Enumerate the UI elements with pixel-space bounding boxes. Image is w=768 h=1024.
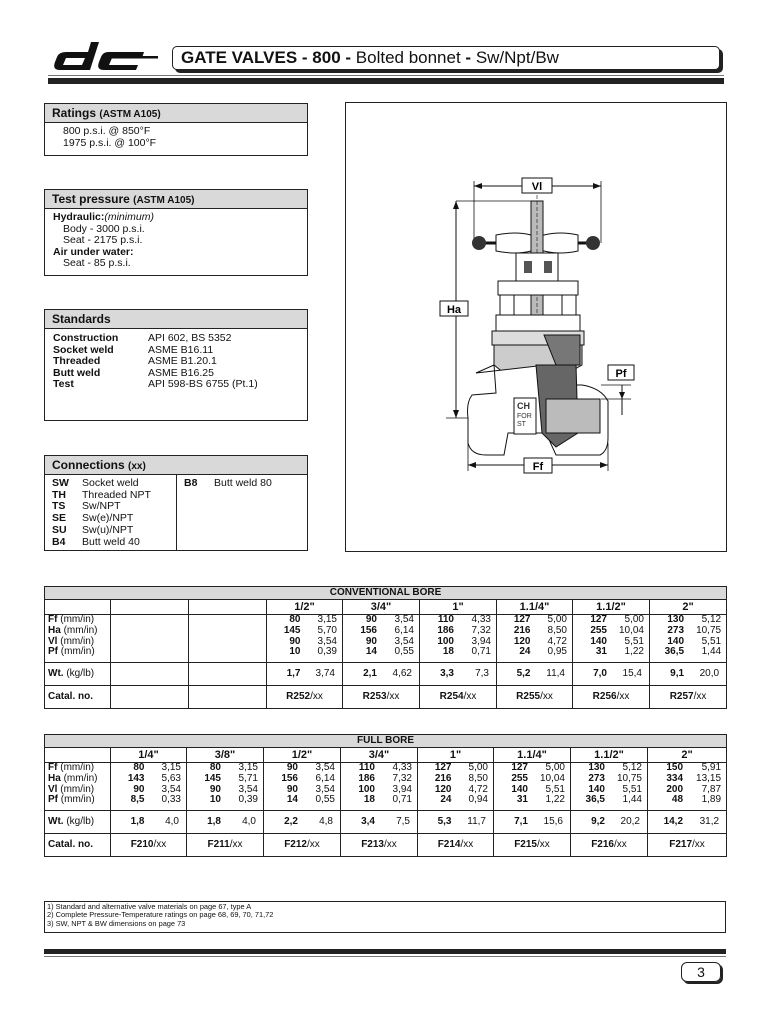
ratings-box xyxy=(44,103,308,156)
body-marking-text: FOR xyxy=(517,413,532,420)
weight-label: Wt. (kg/lb) xyxy=(45,811,111,834)
size-header: 2" xyxy=(648,748,727,763)
size-row xyxy=(45,748,727,763)
ratings-heading: Ratings (ASTM A105) xyxy=(45,104,307,123)
size-header: 2" xyxy=(650,600,727,615)
size-header: 3/4" xyxy=(343,600,420,615)
size-header: 1.1/2" xyxy=(571,748,648,763)
test-pressure-box xyxy=(44,189,308,276)
catalog-label: Catal. no. xyxy=(45,834,111,857)
rating-line: 800 p.s.i. @ 850°F xyxy=(63,125,151,137)
ha-label: Ha xyxy=(446,304,462,316)
body-pressure: Body - 3000 p.s.i. xyxy=(63,222,145,235)
size-header: 1/2" xyxy=(267,600,343,615)
size-header: 1.1/4" xyxy=(494,748,571,763)
size-header: 1/4" xyxy=(111,748,187,763)
connection-item: TS Sw/NPT xyxy=(52,500,121,513)
size-header: 1" xyxy=(418,748,494,763)
dimension-row xyxy=(45,615,727,663)
dim-cell: 80 3,15 145 5,71 90 3,54 10 0,39 xyxy=(187,763,264,811)
air-label: Air under water: xyxy=(53,245,134,258)
standard-row: Threaded ASME B1.20.1 xyxy=(53,355,217,367)
footer-rule xyxy=(44,949,726,954)
connections-heading: Connections (xx) xyxy=(45,456,307,475)
dim-cell: 127 5,00 255 10,04 140 5,51 31 1,22 xyxy=(573,615,650,663)
dimension-row xyxy=(45,763,727,811)
connection-item: SW Socket weld xyxy=(52,477,139,489)
seat-pressure: Seat - 2175 p.s.i. xyxy=(63,234,143,246)
page-title: GATE VALVES - 800 - Bolted bonnet - Sw/Npt/Bw xyxy=(181,48,559,67)
standards-box xyxy=(44,309,308,421)
size-header: 1.1/4" xyxy=(497,600,573,615)
size-header: 1" xyxy=(420,600,497,615)
table-caption: CONVENTIONAL BORE xyxy=(45,587,727,600)
connection-item: B4 Butt weld 40 xyxy=(52,535,140,548)
dim-cell: 80 3,15 143 5,63 90 3,54 8,5 0,33 xyxy=(111,763,187,811)
vl-label: Vl xyxy=(531,181,543,193)
standards-heading: Standards xyxy=(45,310,307,329)
standard-row: Socket weld ASME B16.11 xyxy=(53,343,214,356)
size-header: 3/8" xyxy=(187,748,264,763)
standard-row: Butt weld ASME B16.25 xyxy=(53,366,214,379)
dim-cell: 90 3,54 156 6,14 90 3,54 14 0,55 xyxy=(343,615,420,663)
dim-cell: 130 5,12 273 10,75 140 5,51 36,5 1,44 xyxy=(571,763,648,811)
header-rule xyxy=(48,78,724,84)
dim-cell: 90 3,54 156 6,14 90 3,54 14 0,55 xyxy=(264,763,341,811)
rating-line: 1975 p.s.i. @ 100°F xyxy=(63,136,157,149)
footnote: 1) Standard and alternative valve materials on page 67, type A xyxy=(47,902,252,911)
company-logo xyxy=(48,40,158,74)
weight-row: Wt. (kg/lb) 1,8 4,0 1,8 4,0 2,2 4,8 3,4 7,5 5,3 11,7 7,1 15,6 9,2 20,2 14,2 31,2 xyxy=(45,811,727,834)
connection-item: B8 Butt weld 80 xyxy=(184,477,272,489)
dim-cell: 110 4,33 186 7,32 100 3,94 18 0,71 xyxy=(341,763,418,811)
test-pressure-heading: Test pressure (ASTM A105) xyxy=(45,190,307,209)
page-number: 3 xyxy=(681,962,721,982)
standard-row: Test API 598-BS 6755 (Pt.1) xyxy=(53,378,258,390)
dim-cell: 80 3,15 145 5,70 90 3,54 10 0,39 xyxy=(267,615,343,663)
table-caption: FULL BORE xyxy=(45,735,727,748)
catalog-row: Catal. no. R252/xx R253/xx R254/xx R255/xx R256/xx R257/xx xyxy=(45,686,727,709)
connection-item: SE Sw(e)/NPT xyxy=(52,512,134,525)
footnote: 3) SW, NPT & BW dimensions on page 73 xyxy=(47,918,186,928)
standard-row: Construction API 602, BS 5352 xyxy=(53,332,232,344)
dim-cell: 110 4,33 186 7,32 100 3,94 18 0,71 xyxy=(420,615,497,663)
weight-row: Wt. (kg/lb) 1,7 3,74 2,1 4,62 3,3 7,3 5,2 11,4 7,0 15,4 9,1 20,0 xyxy=(45,663,727,686)
footer-rule-thin xyxy=(44,956,726,957)
catalog-row: Catal. no. F210/xx F211/xx F212/xx F213/xx F214/xx F215/xx F216/xx F217/xx xyxy=(45,834,727,857)
dim-cell: 127 5,00 216 8,50 120 4,72 24 0,95 xyxy=(497,615,573,663)
ff-label: Ff xyxy=(532,461,544,473)
dimension-labels: Ff (mm/in) Ha (mm/in) Vl (mm/in) Pf (mm/in) xyxy=(45,763,111,811)
size-header: 3/4" xyxy=(341,748,418,763)
title-bar xyxy=(172,46,720,70)
size-header: 1/2" xyxy=(264,748,341,763)
body-marking-text: ST xyxy=(517,421,526,428)
dimension-labels: Ff (mm/in) Ha (mm/in) Vl (mm/in) Pf (mm/in) xyxy=(45,615,111,663)
connection-item: TH Threaded NPT xyxy=(52,488,151,501)
dim-cell: 127 5,00 216 8,50 120 4,72 24 0,94 xyxy=(418,763,494,811)
weight-label: Wt. (kg/lb) xyxy=(45,663,111,686)
valve-drawing-box xyxy=(345,102,727,552)
pf-label: Pf xyxy=(615,368,627,380)
size-header: 1.1/2" xyxy=(573,600,650,615)
connection-item: SU Sw(u)/NPT xyxy=(52,523,134,536)
size-row xyxy=(45,600,727,615)
conventional-bore-table xyxy=(44,586,727,709)
body-marking-text: CH xyxy=(517,401,530,411)
header-rule-thin xyxy=(48,75,724,76)
footnotes xyxy=(44,901,726,933)
catalog-label: Catal. no. xyxy=(45,686,111,709)
dim-cell: 130 5,12 273 10,75 140 5,51 36,5 1,44 xyxy=(650,615,727,663)
dim-cell: 150 5,91 334 13,15 200 7,87 48 1,89 xyxy=(648,763,727,811)
full-bore-table xyxy=(44,734,727,857)
footnote: 2) Complete Pressure-Temperature ratings on page 68, 69, 70, 71,72 xyxy=(47,910,274,920)
valve-drawing xyxy=(346,103,726,551)
connections-box xyxy=(44,455,308,551)
air-seat-pressure: Seat - 85 p.s.i. xyxy=(63,257,131,269)
hydraulic-label: Hydraulic:(minimum) xyxy=(53,211,154,223)
dim-cell: 127 5,00 255 10,04 140 5,51 31 1,22 xyxy=(494,763,571,811)
